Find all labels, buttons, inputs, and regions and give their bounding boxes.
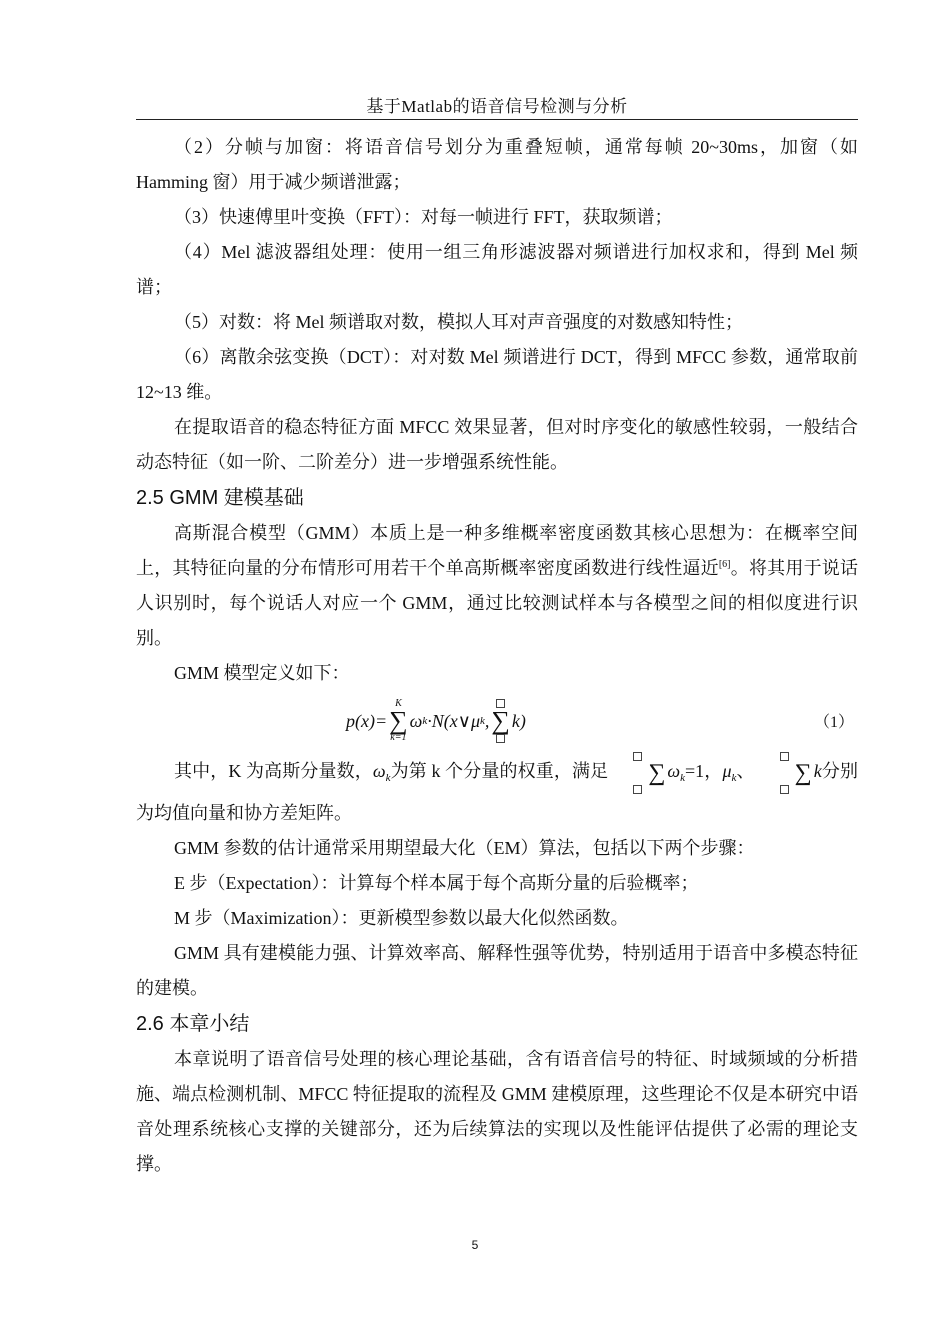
paragraph-chapter-summary: 本章说明了语音信号处理的核心理论基础，含有语音信号的特征、时域频域的分析措施、端点检测机制、MFCC 特征提取的流程及 GMM 建模原理，这些理论不仅是本研究中语音处理系统核心支撑的关键部分，还为后续算法的实现以及性能评估提供了必需的理论支撑。 xyxy=(136,1049,858,1175)
paragraph-mfcc-summary: 在提取语音的稳态特征方面 MFCC 效果显著，但对时序变化的敏感性较弱，一般结合动态特征（如一阶、二阶差分）进一步增强系统性能。 xyxy=(136,417,858,472)
paragraph-dct: （6）离散余弦变换（DCT）：对对数 Mel 频谱进行 DCT，得到 MFCC 参数，通常取前 12~13 维。 xyxy=(136,347,858,402)
running-header: 基于Matlab的语音信号检测与分析 xyxy=(366,97,628,116)
paragraph-mel-filter: （4）Mel 滤波器组处理：使用一组三角形滤波器对频谱进行加权求和，得到 Mel 频谱； xyxy=(136,242,858,297)
paragraph-m-step: M 步（Maximization）：更新模型参数以最大化似然函数。 xyxy=(174,908,629,929)
paragraph-log: （5）对数：将 Mel 频谱取对数，模拟人耳对声音强度的对数感知特性； xyxy=(174,312,743,332)
equation-number: （1） xyxy=(813,714,854,731)
paragraph-gmm-definition: GMM 模型定义如下： xyxy=(174,663,350,683)
section-heading-2-5: 2.5 GMM 建模基础 xyxy=(136,487,304,509)
summation-icon: K ∑ k=1 xyxy=(389,698,408,743)
equation-1 xyxy=(136,691,858,751)
header-rule xyxy=(136,119,858,120)
section-heading-2-6: 2.6 本章小结 xyxy=(136,1013,250,1036)
page-body xyxy=(136,130,858,1182)
paragraph-gmm-symbols: 其中，K 为高斯分量数，$\omega_k$为第 k 个分量的权重，满足 ∑ $\omega_k=1$，$\mu_k$、 ∑ k分别为均值向量和协方差矩阵。 xyxy=(136,751,858,831)
summation-icon: ∑ xyxy=(610,751,665,795)
summation-icon: ∑ xyxy=(757,751,812,795)
citation: [6] xyxy=(718,559,731,570)
paragraph-em: GMM 参数的估计通常采用期望最大化（EM）算法，包括以下两个步骤： xyxy=(174,838,755,859)
summation-icon: ∑ xyxy=(491,698,510,744)
paragraph-framing: （2）分帧与加窗：将语音信号划分为重叠短帧，通常每帧 20~30ms，加窗（如 Hamming 窗）用于减少频谱泄露； xyxy=(136,137,858,192)
paragraph-e-step: E 步（Expectation）：计算每个样本属于每个高斯分量的后验概率； xyxy=(174,873,699,894)
page-number: 5 xyxy=(471,1238,479,1252)
paragraph-fft: （3）快速傅里叶变换（FFT）：对每一帧进行 FFT，获取频谱； xyxy=(174,207,673,227)
paragraph-gmm-intro: 高斯混合模型（GMM）本质上是一种多维概率密度函数其核心思想为：在概率空间上，其特征向量的分布情形可用若干个单高斯概率密度函数进行线性逼近[6]。将其用于说话人识别时，每个说话人对应一个 GMM，通过比较测试样本与各模型之间的相似度进行识别。 xyxy=(136,523,859,648)
equation-body: p(x)= K ∑ k=1 ω k ·N(x∨μ k , ∑ k) xyxy=(346,698,526,743)
paragraph-gmm-advantages: GMM 具有建模能力强、计算效率高、解释性强等优势，特别适用于语音中多模态特征的建模。 xyxy=(136,943,858,999)
